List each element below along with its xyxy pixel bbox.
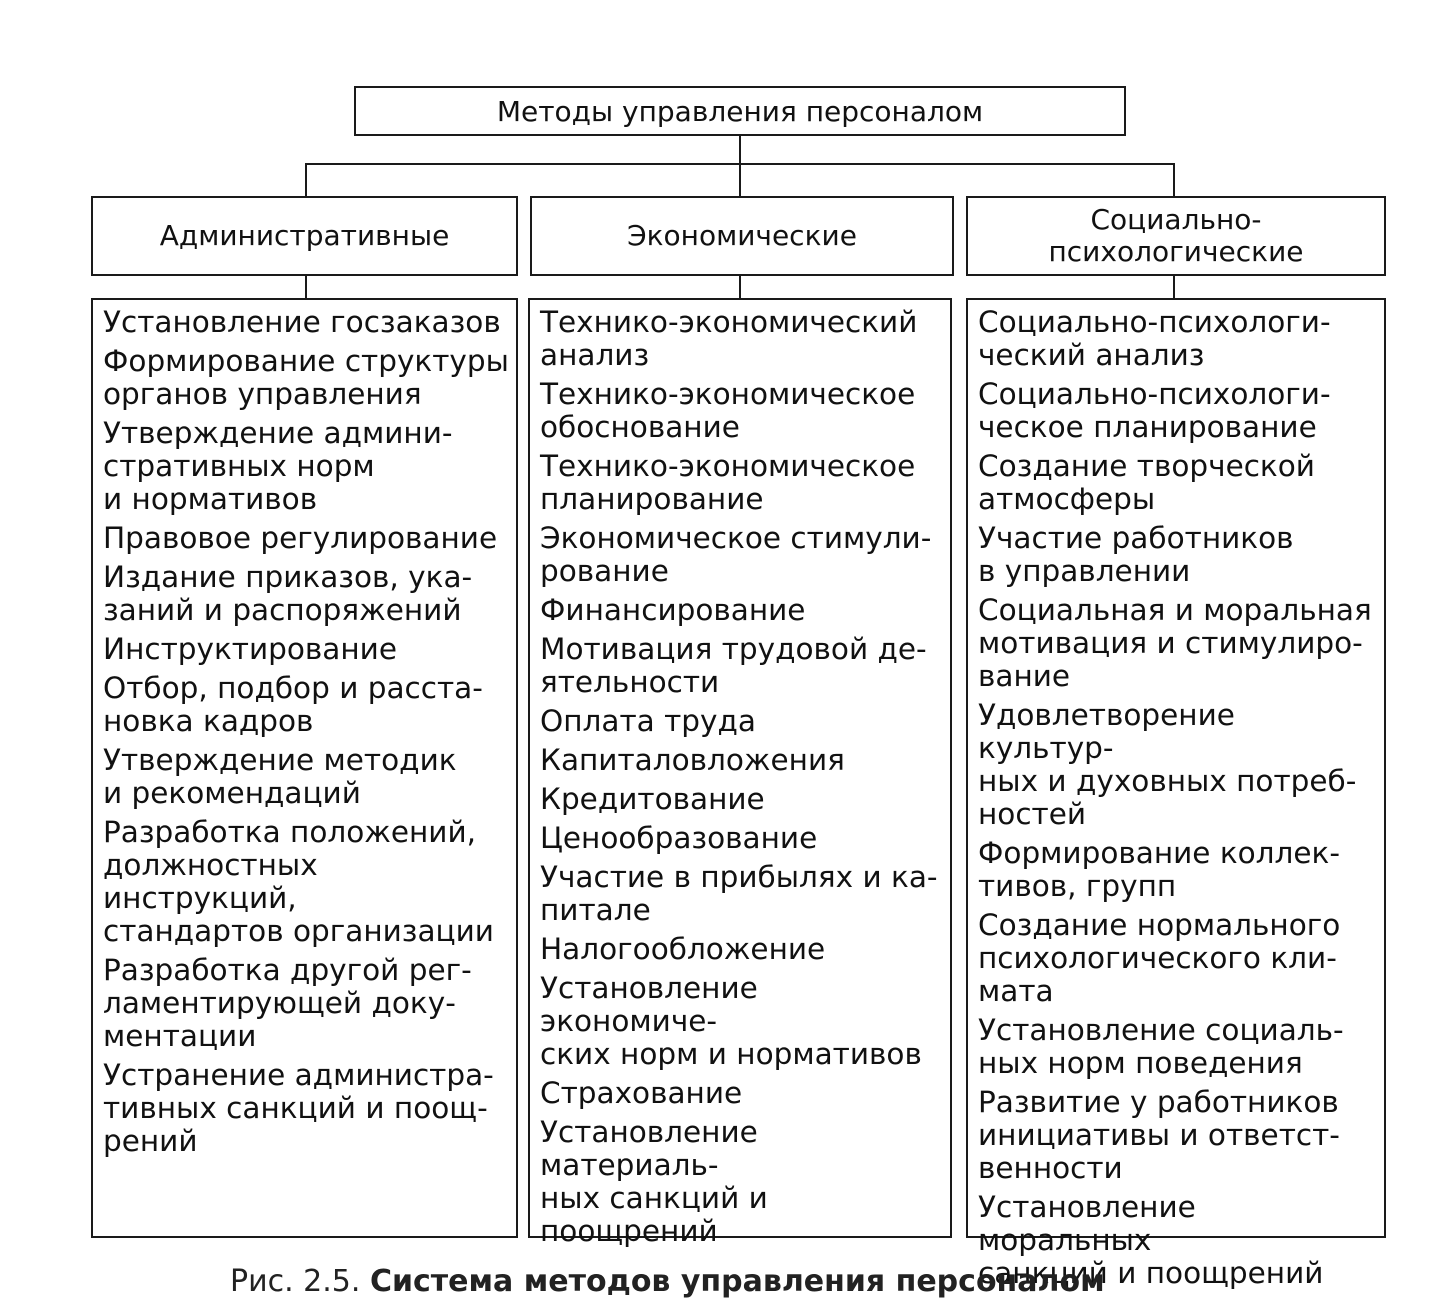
- category-social-psychological: [966, 196, 1386, 276]
- category-title-economic: Экономические: [627, 219, 857, 252]
- list-item: Технико-экономическое планирование: [540, 449, 916, 516]
- list-item: Социально-психологи- ческое планирование: [978, 377, 1331, 444]
- list-item: Издание приказов, ука- заний и распоряжений: [103, 560, 473, 627]
- category-administrative: [91, 196, 518, 276]
- list-item: Социальная и моральная мотивация и стимулиро- вание: [978, 593, 1372, 693]
- list-item: Создание нормального психологического кли- мата: [978, 908, 1341, 1008]
- list-item: Разработка другой рег- ламентирующей доку- ментации: [103, 953, 472, 1053]
- list-item: Участие работников в управлении: [978, 521, 1294, 588]
- connector-to-administrative: [305, 163, 307, 197]
- list-item: Налогообложение: [540, 932, 826, 966]
- list-item: Установление моральных санкций и поощрений: [978, 1190, 1324, 1290]
- list-item: Страхование: [540, 1076, 743, 1110]
- root-node: [354, 86, 1126, 136]
- connector-social-list: [1173, 276, 1175, 299]
- category-title-social: Социально- психологические: [1048, 203, 1304, 268]
- root-label: Методы управления персоналом: [496, 94, 984, 128]
- list-item: Технико-экономический анализ: [540, 305, 918, 372]
- list-item: Участие в прибылях и ка- питале: [540, 860, 938, 927]
- list-item: Социально-психологи- ческий анализ: [978, 305, 1331, 372]
- list-item: Установление материаль- ных санкций и поощрений: [540, 1115, 768, 1248]
- list-item: Устранение администра- тивных санкций и поощ- рений: [103, 1058, 494, 1158]
- caption-title: Система методов управления персоналом: [369, 1264, 1105, 1299]
- list-item: Правовое регулирование: [103, 521, 498, 555]
- list-item: Оплата труда: [540, 704, 756, 738]
- list-item: Формирование структуры органов управления: [103, 344, 509, 411]
- list-item: Технико-экономическое обоснование: [540, 377, 916, 444]
- list-item: Мотивация трудовой де- ятельности: [540, 632, 927, 699]
- list-item: Капиталовложения: [540, 743, 845, 777]
- category-title-administrative: Административные: [159, 219, 450, 252]
- list-item: Финансирование: [540, 593, 806, 627]
- category-economic: [530, 196, 954, 276]
- list-item: Разработка положений, должностных инструкций, стандартов организации: [103, 815, 494, 948]
- caption-prefix: Рис. 2.5.: [230, 1264, 361, 1299]
- list-item: Утверждение методик и рекомендаций: [103, 743, 457, 810]
- connector-admin-list: [305, 276, 307, 299]
- connector-to-economic: [739, 163, 741, 197]
- list-social-psychological: [966, 298, 1386, 1290]
- list-item: Ценообразование: [540, 821, 818, 855]
- list-item: Экономическое стимули- рование: [540, 521, 932, 588]
- list-item: Кредитование: [540, 782, 765, 816]
- figure-caption: [230, 1262, 1105, 1302]
- list-economic: [528, 298, 952, 1248]
- list-administrative: [91, 298, 518, 1238]
- connector-root-down: [739, 136, 741, 164]
- connector-econ-list: [739, 276, 741, 299]
- connector-to-social: [1173, 163, 1175, 197]
- list-item: Утверждение админи- стративных норм и нормативов: [103, 416, 453, 516]
- list-item: Удовлетворение культур- ных и духовных потреб- ностей: [978, 698, 1357, 831]
- list-item: Развитие у работников инициативы и ответст- венности: [978, 1085, 1340, 1185]
- list-item: Инструктирование: [103, 632, 397, 666]
- list-item: Установление социаль- ных норм поведения: [978, 1013, 1344, 1080]
- list-item: Формирование коллек- тивов, групп: [978, 836, 1341, 903]
- list-item: Установление экономиче- ских норм и нормативов: [540, 971, 922, 1071]
- list-item: Установление госзаказов: [103, 305, 501, 339]
- list-item: Отбор, подбор и расста- новка кадров: [103, 671, 483, 738]
- list-item: Создание творческой атмосферы: [978, 449, 1315, 516]
